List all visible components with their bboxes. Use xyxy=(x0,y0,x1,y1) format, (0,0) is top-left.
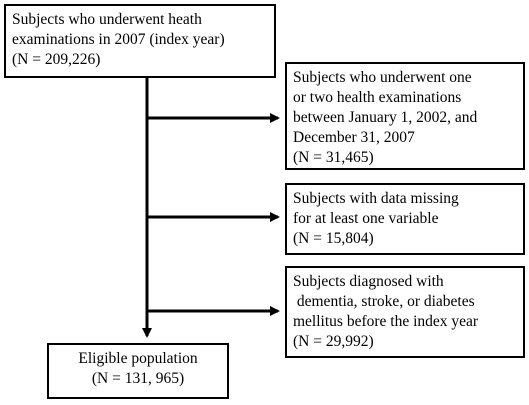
box-exclusion-prior-diagnosis xyxy=(285,266,525,358)
box-count: (N = 15,804) xyxy=(293,230,374,247)
box-exclusion-missing-data xyxy=(285,183,525,255)
box-initial-subjects xyxy=(4,4,276,78)
box-text-line: December 31, 2007 xyxy=(293,129,415,146)
box-text-line: Subjects diagnosed with xyxy=(293,273,444,290)
box-text-line: Eligible population xyxy=(78,350,198,367)
box-count: (N = 209,226) xyxy=(12,51,101,68)
box-text-line: Subjects with data missing xyxy=(293,190,459,207)
box-text-line: mellitus before the index year xyxy=(293,313,479,330)
box-text-line: Subjects who underwent one xyxy=(293,69,472,86)
box-text-line: between January 1, 2002, and xyxy=(293,109,478,126)
box-exclusion-health-exams xyxy=(285,62,525,170)
box-text-line: Subjects who underwent heath xyxy=(12,11,202,28)
box-eligible-population xyxy=(47,343,229,399)
box-count: (N = 29,992) xyxy=(293,333,374,350)
box-text-line: examinations in 2007 (index year) xyxy=(12,31,225,48)
box-text-line: for at least one variable xyxy=(293,210,439,227)
box-count: (N = 31,465) xyxy=(293,149,374,166)
box-text-line: dementia, stroke, or diabetes xyxy=(293,293,475,310)
box-text-line: or two health examinations xyxy=(293,89,462,106)
box-count: (N = 131, 965) xyxy=(91,370,185,387)
